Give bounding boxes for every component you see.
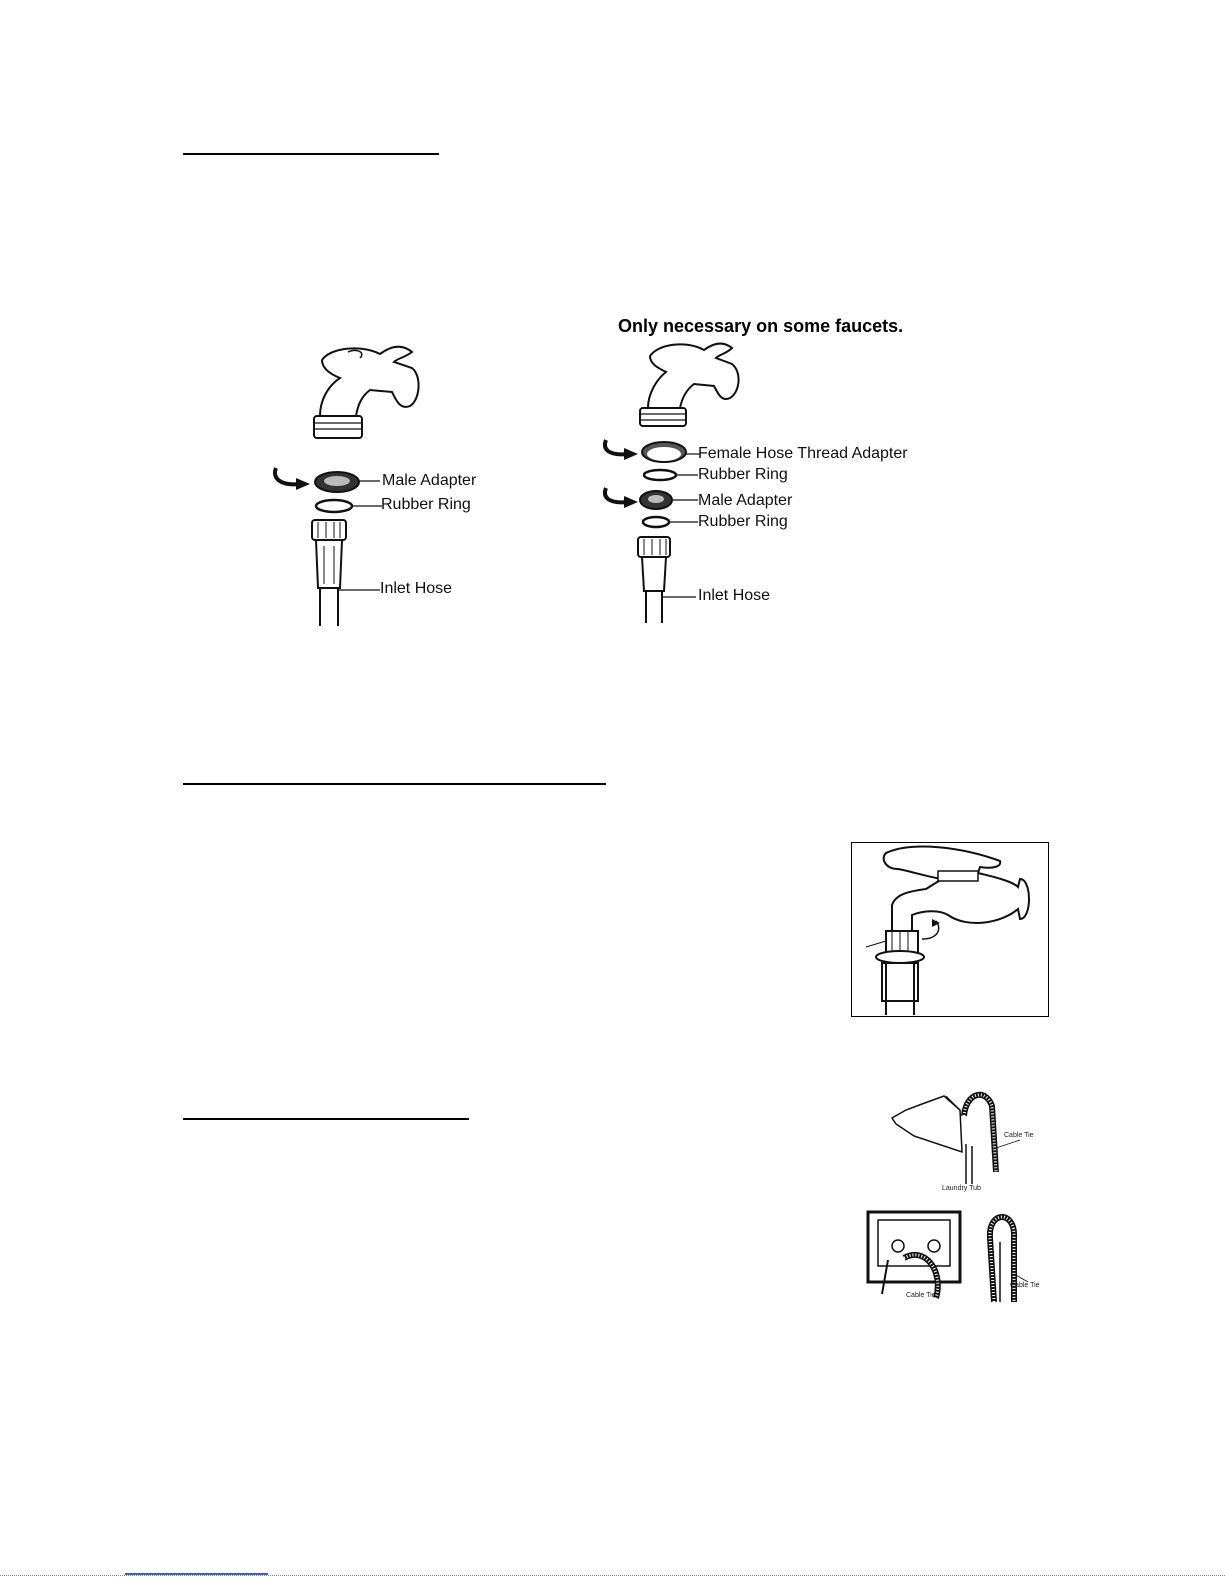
- male-adapter-label: Male Adapter: [382, 472, 477, 489]
- cable-tie-label-1: Cable Tie: [1004, 1132, 1034, 1139]
- inlet-hose-part: [300, 518, 390, 628]
- female-adapter-label: Female Hose Thread Adapter: [698, 445, 908, 462]
- inlet-hose-label: Inlet Hose: [380, 580, 453, 597]
- section-1-heading-rule: [183, 153, 439, 155]
- faucet-illustration-right: [630, 338, 770, 428]
- male-adapter-label-right: Male Adapter: [698, 492, 793, 509]
- footer-divider: [0, 1575, 1225, 1576]
- laundry-tub-label: Laundry Tub: [942, 1185, 981, 1192]
- inlet-hose-label-right: Inlet Hose: [698, 587, 771, 604]
- male-adapter-part: [270, 460, 380, 500]
- inlet-hose-part-right: [630, 535, 720, 625]
- faucet-hose-illustration: [852, 843, 1048, 1016]
- female-adapter-part: [600, 434, 710, 470]
- cable-tie-label-3: Cable Tie: [1010, 1282, 1040, 1289]
- rubber-ring-part: [314, 496, 384, 516]
- rubber-ring-label-right-1: Rubber Ring: [698, 466, 788, 483]
- rubber-ring-label: Rubber Ring: [381, 496, 471, 513]
- wall-box-illustration: [864, 1210, 964, 1300]
- footer-link-underline[interactable]: [125, 1573, 268, 1575]
- section-2-heading-rule: [183, 783, 606, 785]
- cable-tie-label-2: Cable Tie: [906, 1292, 936, 1299]
- faucet-connection-figure: [851, 842, 1049, 1017]
- section-3-heading-rule: [183, 1118, 469, 1120]
- rubber-ring-label-right-2: Rubber Ring: [698, 513, 788, 530]
- faucet-illustration: [300, 340, 460, 440]
- faucet-note: Only necessary on some faucets.: [618, 316, 904, 336]
